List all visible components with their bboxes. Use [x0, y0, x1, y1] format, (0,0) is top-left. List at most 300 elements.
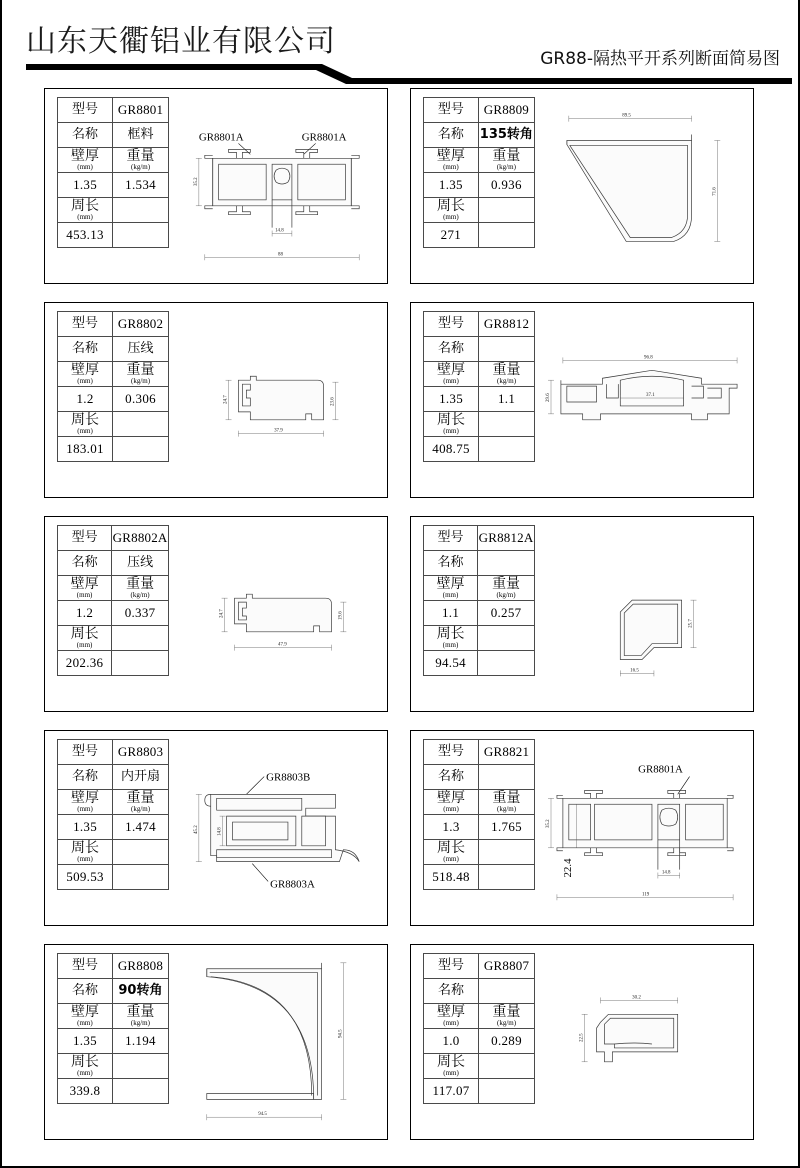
weight-text: 重量 — [126, 362, 155, 379]
value-model: GR8802A — [112, 526, 169, 551]
label-perimeter — [58, 626, 112, 651]
value-perimeter: 453.13 — [58, 223, 113, 248]
perimeter-unit: (mm) — [77, 212, 93, 221]
label-wall-thickness — [424, 362, 479, 387]
label-model: 型号 — [58, 526, 112, 551]
table-row — [58, 1004, 169, 1029]
dimension-label: 71.6 — [712, 187, 718, 196]
dimension-label: 45.2 — [193, 825, 199, 834]
spacer-cell — [479, 1054, 535, 1079]
dimension-label: 37.1 — [646, 393, 655, 399]
spacer-cell — [112, 1054, 168, 1079]
value-wall-thickness: 1.1 — [424, 601, 478, 626]
value-model: GR8812A — [478, 526, 535, 551]
label-model: 型号 — [58, 740, 113, 765]
value-perimeter: 408.75 — [424, 437, 479, 462]
label-perimeter — [58, 840, 113, 865]
value-model: GR8802 — [113, 312, 169, 337]
table-row — [58, 412, 169, 437]
table-row — [58, 601, 169, 626]
perimeter-unit: (mm) — [443, 1068, 459, 1077]
profile-card-gr8812[interactable] — [410, 302, 754, 498]
spacer-cell — [113, 865, 169, 890]
table-row — [424, 551, 535, 576]
table-row — [58, 123, 169, 148]
perimeter-unit: (mm) — [77, 854, 93, 863]
spacer-cell — [112, 626, 169, 651]
weight-unit: (kg/m) — [131, 804, 151, 813]
profile-card-gr8808[interactable] — [44, 944, 388, 1140]
profile-card-gr8821[interactable] — [410, 730, 754, 926]
table-row — [58, 740, 169, 765]
perimeter-text: 周长 — [70, 626, 99, 643]
wall-thickness-text: 壁厚 — [71, 362, 100, 379]
weight-text: 重量 — [492, 790, 521, 807]
table-row — [58, 840, 169, 865]
label-wall-thickness — [58, 790, 113, 815]
profile-card-gr8807[interactable] — [410, 944, 754, 1140]
wall-thickness-unit: (mm) — [76, 590, 93, 599]
weight-text: 重量 — [492, 362, 521, 379]
weight-text: 重量 — [126, 148, 155, 165]
table-row — [424, 765, 535, 790]
value-model: GR8821 — [479, 740, 535, 765]
label-model: 型号 — [58, 312, 113, 337]
wall-thickness-unit: (mm) — [443, 162, 459, 171]
dimension-label: 19.6 — [338, 611, 344, 620]
card-row — [2, 516, 798, 730]
spacer-cell — [113, 198, 169, 223]
table-row — [58, 148, 169, 173]
perimeter-text: 周长 — [71, 840, 100, 857]
table-row — [58, 1029, 169, 1054]
spacer-cell — [479, 1079, 535, 1104]
value-name — [479, 337, 535, 362]
value-weight: 1.765 — [479, 815, 535, 840]
label-weight — [113, 790, 169, 815]
dimension-label: 29.6 — [546, 393, 552, 402]
value-model: GR8808 — [112, 954, 168, 979]
label-model: 型号 — [424, 954, 479, 979]
value-perimeter: 94.54 — [424, 651, 478, 676]
table-row — [424, 98, 535, 123]
label-wall-thickness — [58, 148, 113, 173]
callout-label: GR8801A — [198, 131, 244, 144]
value-weight: 1.534 — [113, 173, 169, 198]
dimension-label: 22.5 — [579, 1033, 585, 1042]
company-name: 山东天衢铝业有限公司 — [26, 24, 336, 59]
label-model: 型号 — [424, 526, 478, 551]
label-weight — [479, 790, 535, 815]
perimeter-unit: (mm) — [77, 1068, 93, 1077]
table-row — [424, 740, 535, 765]
table-row — [424, 223, 535, 248]
table-row — [58, 815, 169, 840]
perimeter-unit: (mm) — [442, 640, 459, 649]
value-name: 框料 — [113, 123, 169, 148]
spacer-cell — [113, 412, 169, 437]
dimension-label: 35.2 — [193, 177, 199, 186]
profile-drawing-gr8812a — [543, 517, 753, 711]
callout-label: GR8801A — [301, 131, 347, 144]
perimeter-text: 周长 — [436, 198, 465, 215]
spacer-cell — [479, 412, 535, 437]
value-name — [478, 551, 535, 576]
label-name: 名称 — [58, 551, 112, 576]
weight-unit: (kg/m) — [130, 1018, 150, 1027]
label-perimeter — [58, 412, 113, 437]
label-perimeter — [424, 1054, 479, 1079]
wall-thickness-text: 壁厚 — [71, 790, 100, 807]
label-perimeter — [424, 626, 478, 651]
table-row — [424, 1004, 535, 1029]
value-wall-thickness: 1.35 — [58, 1029, 113, 1054]
label-weight — [478, 148, 534, 173]
label-model: 型号 — [424, 98, 479, 123]
profile-drawing-gr8802a — [177, 517, 387, 711]
spacer-cell — [113, 223, 169, 248]
value-weight: 0.337 — [112, 601, 169, 626]
wall-thickness-text: 壁厚 — [71, 148, 100, 165]
dimension-label: 94.5 — [258, 1112, 267, 1118]
table-row — [424, 526, 535, 551]
label-name: 名称 — [58, 765, 113, 790]
table-row — [58, 576, 169, 601]
value-name — [479, 979, 535, 1004]
table-row — [58, 362, 169, 387]
dimension-label: 47.9 — [278, 642, 287, 648]
weight-unit: (kg/m) — [131, 376, 151, 385]
table-row — [58, 437, 169, 462]
value-weight: 0.306 — [113, 387, 169, 412]
weight-unit: (kg/m) — [130, 590, 150, 599]
card-row — [2, 730, 798, 944]
value-model: GR8801 — [113, 98, 169, 123]
profile-card-gr8812a[interactable] — [410, 516, 754, 712]
callout-label: GR8803A — [270, 878, 315, 891]
label-wall-thickness — [58, 576, 112, 601]
value-model: GR8809 — [478, 98, 534, 123]
dimension-label: 37.9 — [274, 428, 283, 434]
perimeter-text: 周长 — [436, 626, 465, 643]
wall-thickness-text: 壁厚 — [437, 362, 466, 379]
table-row — [424, 651, 535, 676]
table-row — [58, 551, 169, 576]
table-row — [424, 865, 535, 890]
dimension-label: 14.8 — [275, 228, 284, 234]
table-row — [58, 1054, 169, 1079]
weight-text: 重量 — [492, 576, 521, 593]
table-row — [58, 98, 169, 123]
label-wall-thickness — [58, 362, 113, 387]
perimeter-text: 周长 — [70, 1054, 99, 1071]
spec-table — [57, 525, 169, 676]
label-model: 型号 — [424, 740, 479, 765]
value-weight: 1.474 — [113, 815, 169, 840]
value-name — [479, 765, 535, 790]
weight-text: 重量 — [126, 576, 155, 593]
value-wall-thickness: 1.35 — [424, 387, 479, 412]
table-row — [424, 123, 535, 148]
table-row — [424, 840, 535, 865]
label-wall-thickness — [424, 790, 479, 815]
profile-card-grid — [2, 88, 798, 1158]
page-header — [2, 0, 798, 84]
table-row — [424, 626, 535, 651]
weight-unit: (kg/m) — [497, 1018, 517, 1027]
value-perimeter: 518.48 — [424, 865, 479, 890]
perimeter-unit: (mm) — [443, 854, 459, 863]
perimeter-text: 周长 — [437, 1054, 466, 1071]
dimension-label: 16.5 — [630, 668, 639, 674]
value-weight: 1.194 — [112, 1029, 168, 1054]
table-row — [424, 337, 535, 362]
table-row — [58, 312, 169, 337]
label-model: 型号 — [424, 312, 479, 337]
perimeter-unit: (mm) — [443, 426, 459, 435]
perimeter-unit: (mm) — [76, 640, 93, 649]
dimension-label: 25.7 — [688, 619, 694, 628]
label-name: 名称 — [58, 123, 113, 148]
profile-drawing-gr8801 — [177, 89, 387, 283]
value-wall-thickness: 1.3 — [424, 815, 479, 840]
dimension-label: 119 — [642, 892, 650, 898]
value-name: 内开扇 — [113, 765, 169, 790]
spec-table — [423, 525, 535, 676]
value-model: GR8803 — [113, 740, 169, 765]
table-row — [58, 173, 169, 198]
callout-label: GR8803B — [266, 771, 311, 784]
spacer-cell — [478, 626, 535, 651]
value-name: 压线 — [113, 337, 169, 362]
callout-label: GR8801A — [638, 763, 683, 776]
label-wall-thickness — [424, 1004, 479, 1029]
profile-drawing-gr8803 — [177, 731, 387, 925]
table-row — [424, 979, 535, 1004]
label-name: 名称 — [58, 337, 113, 362]
table-row — [58, 865, 169, 890]
dimension-label: 94.5 — [338, 1029, 344, 1039]
label-wall-thickness — [424, 576, 478, 601]
table-row — [58, 626, 169, 651]
table-row — [424, 815, 535, 840]
wall-thickness-unit: (mm) — [77, 376, 93, 385]
perimeter-text: 周长 — [437, 412, 466, 429]
table-row — [424, 1029, 535, 1054]
perimeter-text: 周长 — [71, 198, 100, 215]
table-row — [424, 173, 535, 198]
table-row — [58, 979, 169, 1004]
label-name: 名称 — [424, 765, 479, 790]
spec-table — [423, 97, 535, 248]
value-perimeter: 117.07 — [424, 1079, 479, 1104]
dimension-label: 24.7 — [219, 609, 225, 618]
table-row — [58, 790, 169, 815]
wall-thickness-unit: (mm) — [77, 162, 93, 171]
label-wall-thickness — [58, 1004, 113, 1029]
value-name: 压线 — [112, 551, 169, 576]
value-wall-thickness: 1.35 — [58, 815, 113, 840]
profile-drawing-gr8807 — [543, 945, 753, 1139]
table-row — [58, 337, 169, 362]
spacer-cell — [112, 1079, 168, 1104]
label-weight — [113, 148, 169, 173]
dimension-label: 23.6 — [330, 397, 336, 406]
label-name: 名称 — [424, 123, 479, 148]
value-wall-thickness: 1.0 — [424, 1029, 479, 1054]
spacer-cell — [479, 840, 535, 865]
spacer-cell — [479, 437, 535, 462]
profile-card-gr8803[interactable] — [44, 730, 388, 926]
spec-table — [57, 739, 169, 890]
spec-table — [423, 739, 535, 890]
profile-drawing-gr8809 — [543, 89, 753, 283]
label-weight — [478, 576, 535, 601]
weight-text: 重量 — [126, 790, 155, 807]
dimension-label: 35.2 — [546, 819, 552, 828]
table-row — [424, 198, 535, 223]
dimension-label: 88 — [278, 252, 283, 258]
weight-unit: (kg/m) — [497, 376, 517, 385]
value-perimeter: 509.53 — [58, 865, 113, 890]
table-row — [424, 954, 535, 979]
table-row — [424, 576, 535, 601]
label-name: 名称 — [424, 337, 479, 362]
label-perimeter — [424, 412, 479, 437]
label-name: 名称 — [424, 979, 479, 1004]
value-perimeter: 271 — [424, 223, 479, 248]
table-row — [424, 148, 535, 173]
page-title: GR88-隔热平开系列断面简易图 — [540, 49, 780, 69]
wall-thickness-text: 壁厚 — [70, 1004, 99, 1021]
spacer-cell — [478, 198, 534, 223]
dimension-label: 96.8 — [644, 355, 653, 361]
wall-thickness-text: 壁厚 — [437, 1004, 466, 1021]
table-row — [58, 387, 169, 412]
spec-table — [423, 311, 535, 462]
profile-drawing-gr8821 — [543, 731, 753, 925]
profile-drawing-gr8808 — [177, 945, 387, 1139]
value-weight: 0.936 — [478, 173, 534, 198]
wall-thickness-unit: (mm) — [443, 376, 459, 385]
label-perimeter — [424, 198, 479, 223]
value-perimeter: 339.8 — [58, 1079, 113, 1104]
spacer-cell — [478, 651, 535, 676]
table-row — [58, 954, 169, 979]
value-weight: 0.257 — [478, 601, 535, 626]
value-weight: 1.1 — [479, 387, 535, 412]
table-row — [58, 651, 169, 676]
label-model: 型号 — [58, 954, 113, 979]
table-row — [58, 765, 169, 790]
label-perimeter — [424, 840, 479, 865]
spec-table — [57, 311, 169, 462]
perimeter-text: 周长 — [71, 412, 100, 429]
value-name: 90转角 — [112, 979, 168, 1004]
dimension-label: 89.5 — [622, 113, 631, 119]
profile-card-gr8809[interactable] — [410, 88, 754, 284]
table-row — [424, 387, 535, 412]
spec-table — [423, 953, 535, 1104]
wall-thickness-unit: (mm) — [443, 1018, 459, 1027]
weight-text: 重量 — [126, 1004, 155, 1021]
profile-card-gr8801[interactable] — [44, 88, 388, 284]
wall-thickness-text: 壁厚 — [436, 576, 465, 593]
table-row — [424, 790, 535, 815]
table-row — [424, 362, 535, 387]
label-name: 名称 — [58, 979, 113, 1004]
spec-table — [57, 953, 169, 1104]
card-row — [2, 302, 798, 516]
perimeter-unit: (mm) — [443, 212, 459, 221]
table-row — [424, 1054, 535, 1079]
weight-text: 重量 — [492, 148, 521, 165]
value-wall-thickness: 1.2 — [58, 601, 112, 626]
dimension-label: 14.8 — [217, 827, 223, 836]
perimeter-text: 周长 — [437, 840, 466, 857]
profile-card-gr8802[interactable] — [44, 302, 388, 498]
wall-thickness-unit: (mm) — [77, 1018, 93, 1027]
table-row — [424, 1079, 535, 1104]
card-row — [2, 88, 798, 302]
spacer-cell — [478, 223, 534, 248]
weight-unit: (kg/m) — [131, 162, 151, 171]
value-perimeter: 183.01 — [58, 437, 113, 462]
label-weight — [112, 1004, 168, 1029]
table-row — [58, 526, 169, 551]
label-wall-thickness — [424, 148, 479, 173]
table-row — [58, 223, 169, 248]
perimeter-unit: (mm) — [77, 426, 93, 435]
label-weight — [112, 576, 169, 601]
value-model: GR8807 — [479, 954, 535, 979]
label-perimeter — [58, 1054, 113, 1079]
wall-thickness-text: 壁厚 — [437, 790, 466, 807]
profile-card-gr8802a[interactable] — [44, 516, 388, 712]
spacer-cell — [113, 437, 169, 462]
table-row — [58, 198, 169, 223]
spacer-cell — [112, 651, 169, 676]
dimension-label: 22.4 — [561, 858, 574, 878]
spacer-cell — [479, 865, 535, 890]
value-model: GR8812 — [479, 312, 535, 337]
value-name: 135转角 — [478, 123, 534, 148]
table-row — [424, 412, 535, 437]
profile-drawing-gr8802 — [177, 303, 387, 497]
label-name: 名称 — [424, 551, 478, 576]
wall-thickness-unit: (mm) — [442, 590, 459, 599]
table-row — [58, 1079, 169, 1104]
profile-drawing-gr8812 — [543, 303, 753, 497]
label-perimeter — [58, 198, 113, 223]
value-perimeter: 202.36 — [58, 651, 112, 676]
value-wall-thickness: 1.35 — [58, 173, 113, 198]
label-weight — [479, 362, 535, 387]
card-row — [2, 944, 798, 1158]
wall-thickness-unit: (mm) — [77, 804, 93, 813]
table-row — [424, 312, 535, 337]
table-row — [424, 601, 535, 626]
weight-unit: (kg/m) — [497, 804, 517, 813]
value-weight: 0.289 — [479, 1029, 535, 1054]
value-wall-thickness: 1.2 — [58, 387, 113, 412]
wall-thickness-text: 壁厚 — [70, 576, 99, 593]
weight-text: 重量 — [492, 1004, 521, 1021]
dimension-label: 24.7 — [223, 395, 229, 404]
spec-table — [57, 97, 169, 248]
value-wall-thickness: 1.35 — [424, 173, 479, 198]
label-weight — [479, 1004, 535, 1029]
